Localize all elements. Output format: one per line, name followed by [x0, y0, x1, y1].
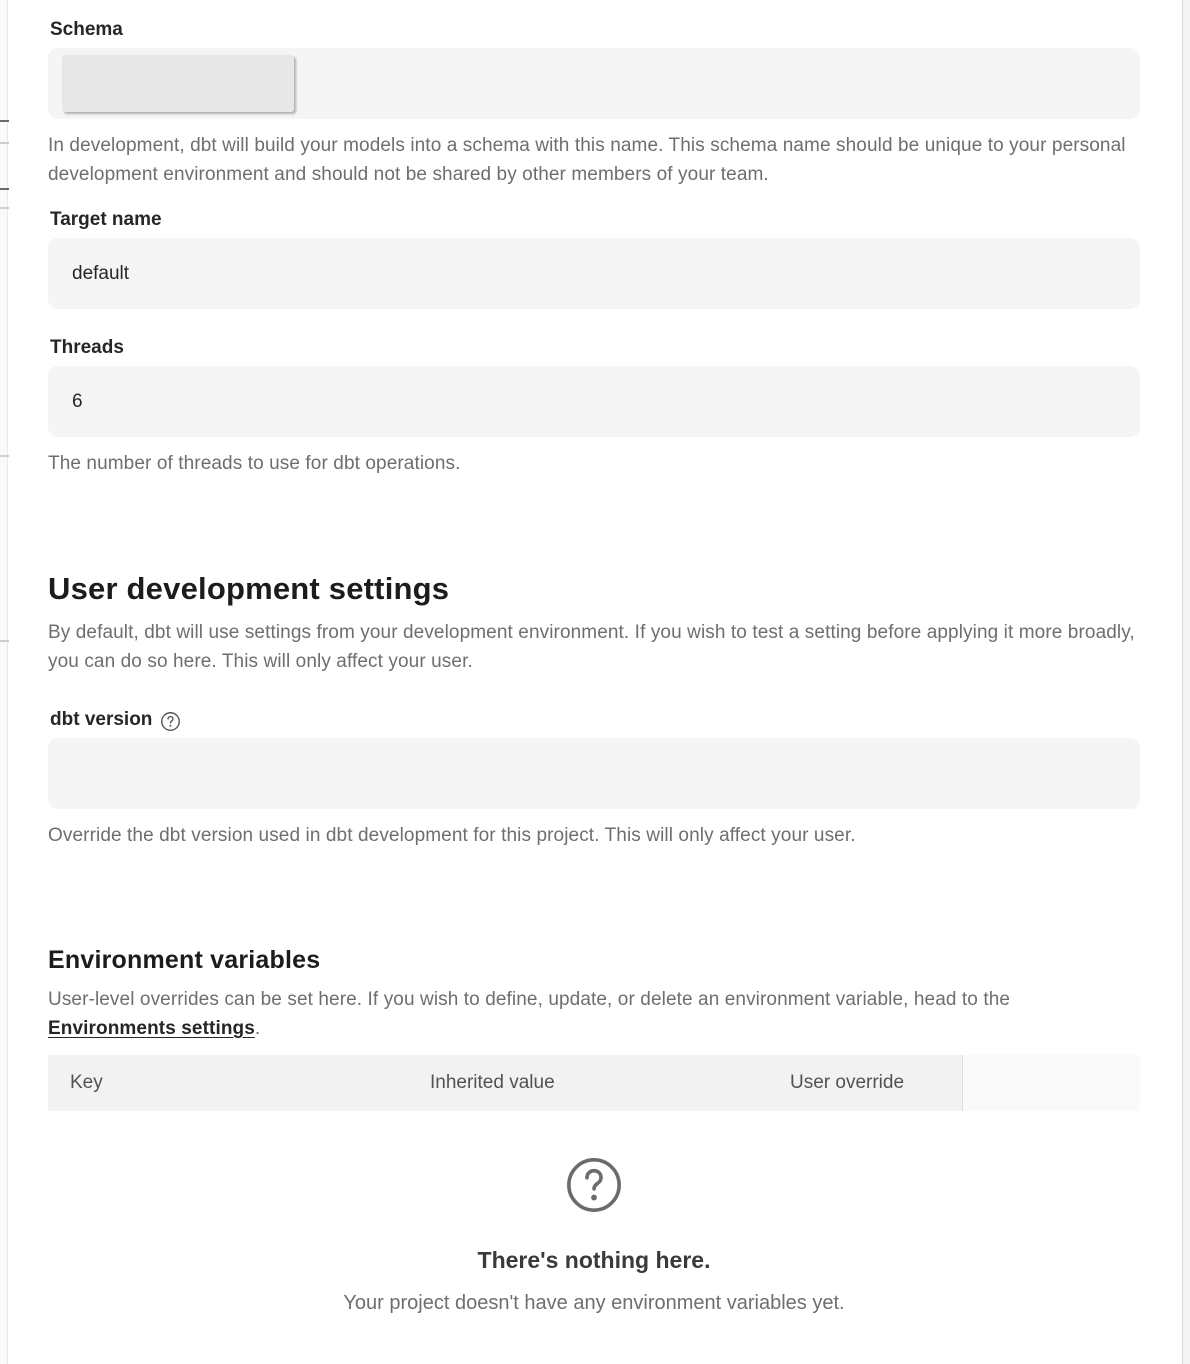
threads-label-text: Threads	[50, 337, 124, 358]
edge-tick	[0, 142, 9, 144]
threads-input-wrap	[48, 366, 1140, 437]
project-settings-form	[48, 0, 1140, 1315]
schema-help-text: In development, dbt will build your models into a schema with this name. This schema name should be unique to your personal development environment and should not be shared by other members of your team.	[48, 135, 1126, 185]
schema-label	[50, 18, 1140, 42]
left-panel-edge	[0, 0, 8, 1364]
user-development-settings-title: User development settings	[48, 571, 450, 606]
edge-tick	[0, 640, 9, 642]
dbt-version-label	[50, 708, 1140, 732]
column-header-user-override: User override	[768, 1055, 962, 1111]
environment-variables-description	[48, 985, 1140, 1043]
dbt-version-input-wrap	[48, 738, 1140, 809]
environments-settings-link[interactable]: Environments settings	[48, 1018, 255, 1039]
empty-state-title: There's nothing here.	[477, 1247, 711, 1273]
environment-variables-title: Environment variables	[48, 946, 321, 974]
edge-tick	[0, 455, 9, 457]
dbt-version-help-text: Override the dbt version used in dbt development for this project. This will only affect your user.	[48, 825, 856, 846]
target-name-label	[50, 208, 1140, 232]
env-var-description-period: .	[254, 1018, 261, 1039]
schema-label-text: Schema	[50, 19, 123, 40]
schema-masked-value	[62, 55, 294, 112]
threads-label	[50, 336, 1140, 360]
column-header-inherited-value: Inherited value	[408, 1055, 768, 1111]
target-name-input[interactable]	[72, 238, 1116, 309]
threads-input[interactable]	[72, 366, 1116, 437]
edge-tick	[0, 188, 9, 190]
env-var-description-text: User-level overrides can be set here. If you wish to define, update, or delete an environment variable, head to the	[48, 989, 1011, 1010]
env-var-table-header	[48, 1055, 1140, 1111]
column-header-actions	[962, 1055, 1140, 1111]
dbt-version-label-text: dbt version	[50, 709, 153, 730]
vertical-scrollbar[interactable]	[1182, 0, 1190, 1364]
empty-state-subtitle: Your project doesn't have any environment variables yet.	[343, 1292, 845, 1314]
user-development-settings-description: By default, dbt will use settings from your development environment. If you wish to test a setting before applying it more broadly, you can do so here. This will only affect your user.	[48, 622, 1135, 672]
question-circle-icon	[565, 1156, 623, 1219]
edge-tick	[0, 120, 9, 122]
schema-input[interactable]	[48, 48, 1140, 119]
edge-tick	[0, 207, 9, 209]
dbt-version-input[interactable]	[72, 738, 1116, 809]
env-var-empty-state	[48, 1156, 1140, 1315]
target-name-input-wrap	[48, 238, 1140, 309]
question-circle-help-icon[interactable]	[160, 711, 181, 732]
column-header-key: Key	[48, 1055, 408, 1111]
target-name-label-text: Target name	[50, 209, 162, 230]
threads-help-text: The number of threads to use for dbt operations.	[48, 453, 461, 474]
